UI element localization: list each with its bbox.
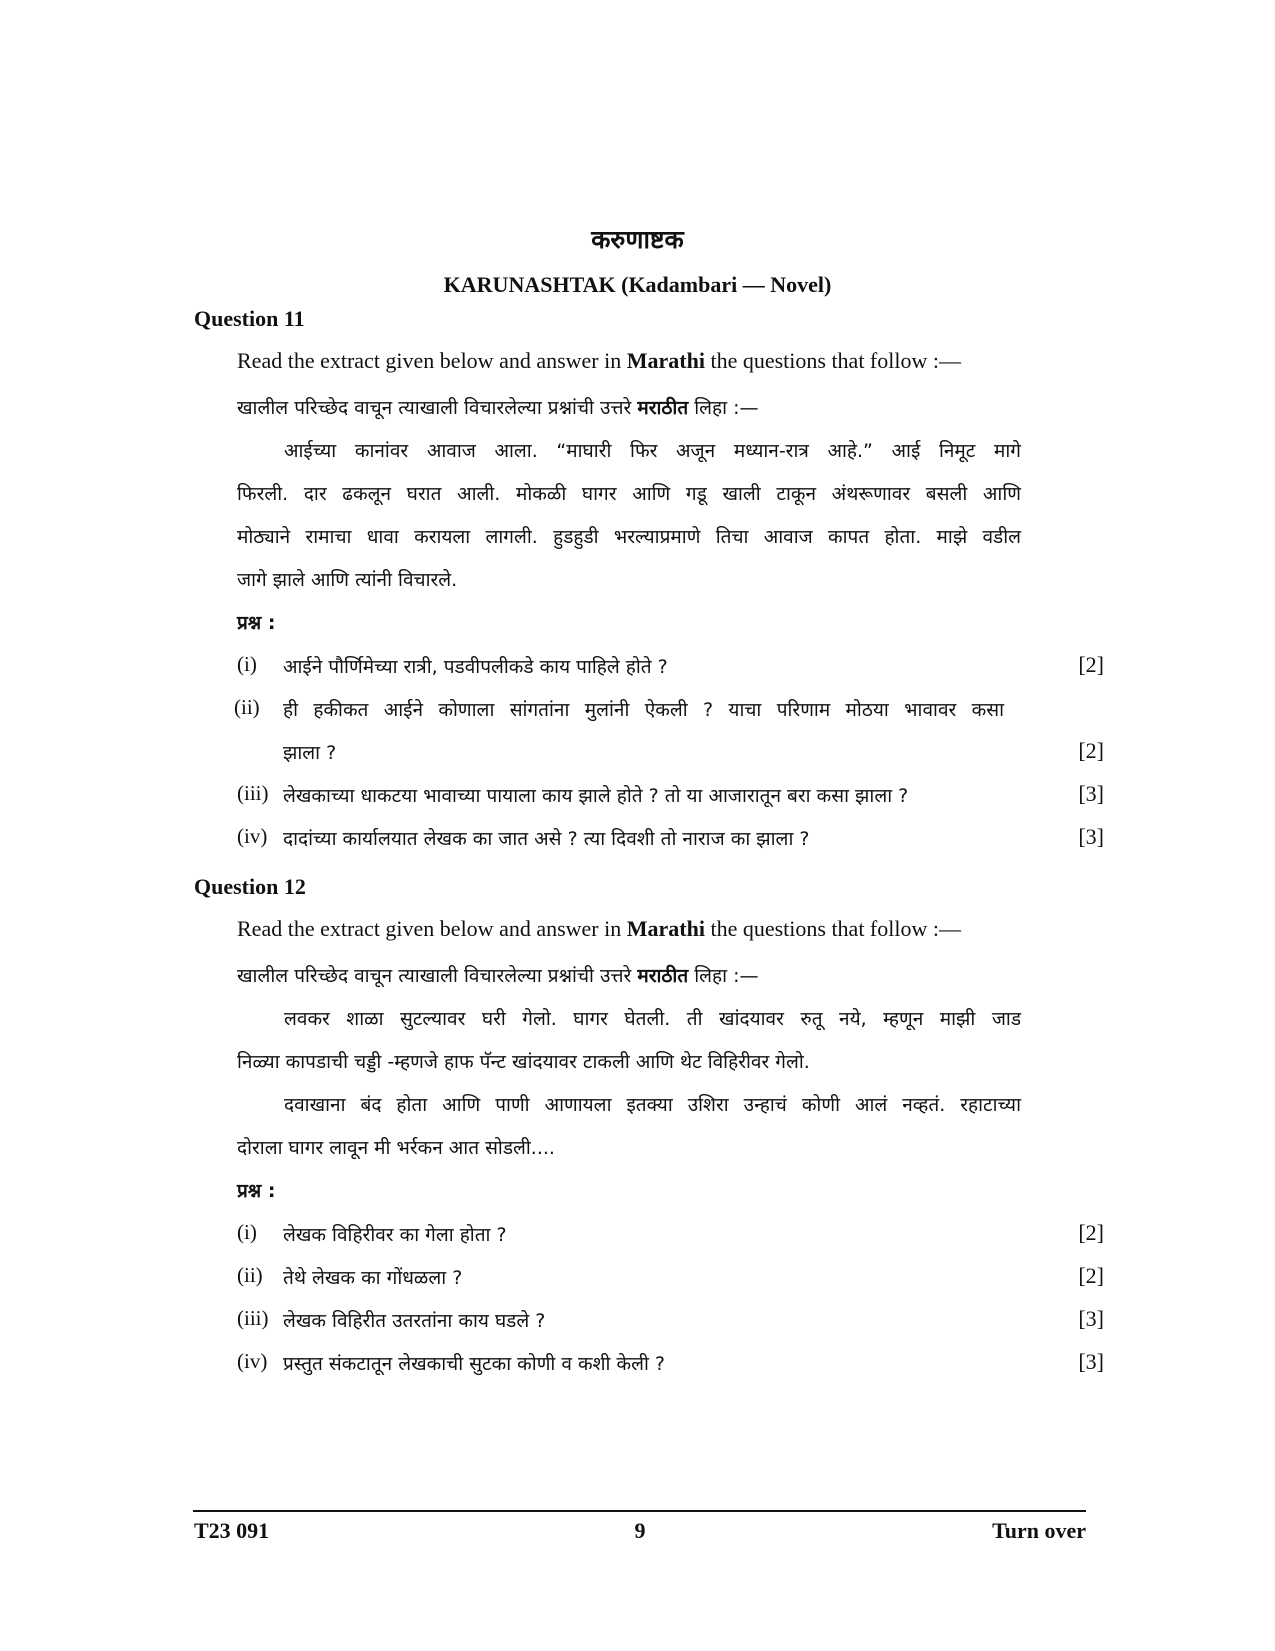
q12-question-marks: [3]	[1078, 1349, 1104, 1374]
q11-question-text: आईने पौर्णिमेच्या रात्री, पडवीपलीकडे काय पाहिले होते ?	[283, 656, 668, 678]
q11-question-text: लेखकाच्या धाकटया भावाच्या पायाला काय झाले होते ? तो या आजारातून बरा कसा झाला ?	[283, 785, 909, 807]
q11-question-number: (iii)	[237, 781, 269, 805]
question-11-heading: Question 11	[194, 306, 305, 331]
question-12-heading: Question 12	[194, 874, 306, 899]
q12-extract-line: दवाखाना बंद होता आणि पाणी आणायला इतक्या उशिरा उन्हाचं कोणी आलं नव्हतं. रहाटाच्या	[284, 1094, 1021, 1116]
q12-extract-line: दोराला घागर लावून मी भर्रकन आत सोडली....	[237, 1137, 555, 1159]
q11-question-number: (iv)	[237, 824, 268, 848]
q12-question-text: लेखक विहिरीत उतरतांना काय घडले ?	[283, 1310, 546, 1332]
q12-question-number: (ii)	[237, 1263, 263, 1287]
q12-prashna-label: प्रश्न :	[237, 1180, 276, 1202]
q12-question-number: (i)	[237, 1220, 257, 1244]
q12-question-text: तेथे लेखक का गोंधळला ?	[283, 1267, 463, 1289]
q11-question-marks: [2]	[1078, 652, 1104, 677]
footer-divider	[193, 1510, 1086, 1512]
q12-extract-line: निळ्या कापडाची चड्डी -म्हणजे हाफ पॅन्ट खांदयावर टाकली आणि थेट विहिरीवर गेलो.	[237, 1051, 810, 1073]
q12-question-text: प्रस्तुत संकटातून लेखकाची सुटका कोणी व कशी केली ?	[283, 1353, 665, 1375]
page-number: 9	[634, 1518, 646, 1543]
title-english: KARUNASHTAK (Kadambari — Novel)	[443, 272, 832, 297]
q11-question-marks: [3]	[1078, 781, 1104, 806]
q11-question-marks: [3]	[1078, 824, 1104, 849]
q11-question-text-continued: झाला ?	[283, 742, 337, 764]
q12-question-marks: [3]	[1078, 1306, 1104, 1331]
q12-instruction-english: Read the extract given below and answer in Marathi the questions that follow :—	[237, 916, 961, 941]
q11-instruction-marathi: खालील परिच्छेद वाचून त्याखाली विचारलेल्या प्रश्नांची उत्तरे मराठीत लिहा :—	[237, 397, 759, 419]
q12-instruction-marathi: खालील परिच्छेद वाचून त्याखाली विचारलेल्या प्रश्नांची उत्तरे मराठीत लिहा :—	[237, 965, 759, 987]
q11-extract-line: आईच्या कानांवर आवाज आला. “माघारी फिर अजून मध्यान-रात्र आहे.” आई निमूट मागे	[284, 440, 1021, 462]
q12-extract-line: लवकर शाळा सुटल्यावर घरी गेलो. घागर घेतली. ती खांदयावर रुतू नये, म्हणून माझी जाड	[284, 1008, 1021, 1030]
q11-question-number: (i)	[237, 652, 257, 676]
q12-question-number: (iv)	[237, 1349, 268, 1373]
turn-over-label: Turn over	[992, 1518, 1086, 1543]
q11-extract-line: जागे झाले आणि त्यांनी विचारले.	[237, 569, 458, 591]
q11-question-number: (ii)	[234, 695, 260, 719]
q12-question-marks: [2]	[1078, 1263, 1104, 1288]
q12-question-number: (iii)	[237, 1306, 269, 1330]
q12-question-text: लेखक विहिरीवर का गेला होता ?	[283, 1224, 507, 1246]
q11-instruction-english: Read the extract given below and answer in Marathi the questions that follow :—	[237, 348, 961, 373]
paper-code: T23 091	[194, 1518, 270, 1543]
q11-extract-line: मोठ्याने रामाचा धावा करायला लागली. हुडहुडी भरल्याप्रमाणे तिचा आवाज कापत होता. माझे वडील	[237, 526, 1021, 548]
q11-prashna-label: प्रश्न :	[237, 612, 276, 634]
q11-question-text: ही हकीकत आईने कोणाला सांगतांना मुलांनी ऐकली ? याचा परिणाम मोठया भावावर कसा	[283, 699, 1004, 721]
q12-question-marks: [2]	[1078, 1220, 1104, 1245]
q11-question-text: दादांच्या कार्यालयात लेखक का जात असे ? त्या दिवशी तो नाराज का झाला ?	[283, 828, 810, 850]
title-marathi: करुणाष्टक	[591, 225, 684, 254]
q11-question-marks: [2]	[1078, 738, 1104, 763]
q11-extract-line: फिरली. दार ढकलून घरात आली. मोकळी घागर आणि गडू खाली टाकून अंथरूणावर बसली आणि	[237, 483, 1021, 505]
